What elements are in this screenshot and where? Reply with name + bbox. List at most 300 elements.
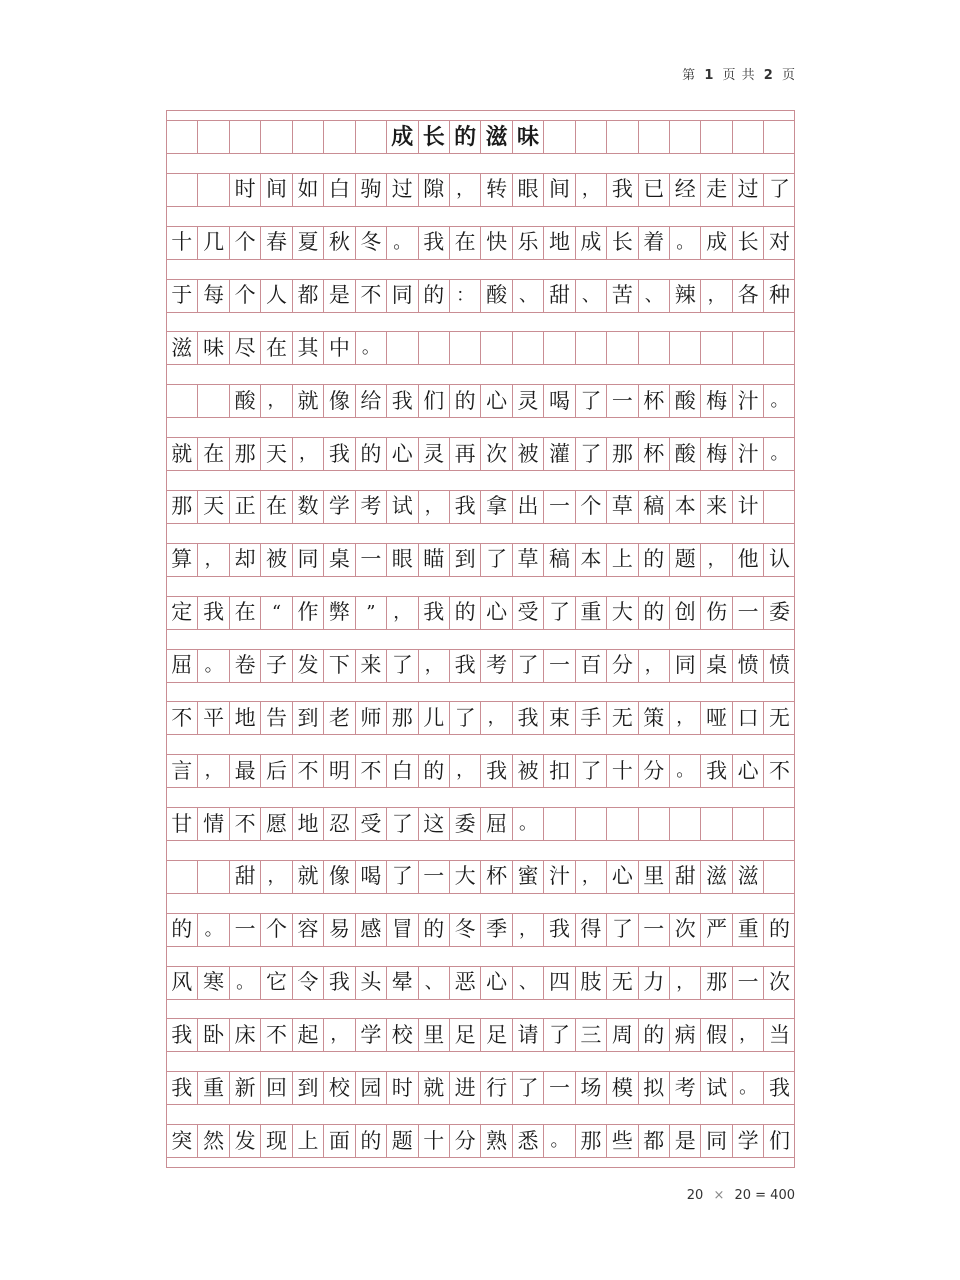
char-cell: 进 (449, 1072, 480, 1104)
char-cell: 尽 (229, 332, 260, 364)
char-cell: 白 (386, 755, 417, 787)
empty-cell (669, 332, 700, 364)
char-cell: 我 (323, 438, 354, 470)
empty-cell (575, 121, 606, 153)
char-cell: 就 (418, 1072, 449, 1104)
char-cell: 哑 (700, 702, 731, 734)
current-page-number: 1 (704, 68, 715, 83)
char-cell: 了 (575, 755, 606, 787)
char-cell: ， (512, 914, 543, 946)
char-cell: 悉 (512, 1125, 543, 1157)
char-cell: 正 (229, 491, 260, 523)
char-cell: 恶 (449, 967, 480, 999)
page-indicator (682, 64, 796, 83)
text-row (166, 860, 795, 894)
char-cell: 不 (171, 705, 193, 730)
char-cell: 十 (606, 755, 637, 787)
char-cell: 心 (606, 861, 637, 893)
char-cell: 春 (260, 227, 291, 259)
char-cell: 被 (260, 544, 291, 576)
empty-cell (575, 808, 606, 840)
char-cell: 中 (323, 332, 354, 364)
char-cell: 下 (323, 650, 354, 682)
char-cell: 稿 (543, 544, 574, 576)
char-cell: 转 (480, 174, 511, 206)
char-cell: 苦 (606, 280, 637, 312)
char-cell: 汁 (732, 385, 763, 417)
char-cell: 作 (292, 597, 323, 629)
char-cell: 季 (480, 914, 511, 946)
char-cell: ， (449, 174, 480, 206)
char-cell: 儿 (418, 702, 449, 734)
empty-cell (543, 808, 574, 840)
char-cell: 次 (669, 914, 700, 946)
char-cell: 试 (386, 491, 417, 523)
char-cell: 种 (763, 280, 794, 312)
char-cell: 一 (543, 1072, 574, 1104)
char-cell: 不 (355, 755, 386, 787)
char-cell: 甜 (669, 861, 700, 893)
empty-cell (763, 491, 794, 523)
grid-size-indicator (687, 1188, 795, 1203)
char-cell: 汁 (732, 438, 763, 470)
grid-columns: 20 (686, 1188, 704, 1203)
char-cell: 我 (543, 914, 574, 946)
char-cell: 些 (606, 1125, 637, 1157)
char-cell: 大 (449, 861, 480, 893)
char-cell: 出 (512, 491, 543, 523)
char-cell: 四 (543, 967, 574, 999)
empty-cell (700, 332, 731, 364)
empty-cell (763, 861, 794, 893)
char-cell: ， (260, 861, 291, 893)
char-cell: 分 (449, 1125, 480, 1157)
empty-cell (418, 332, 449, 364)
char-cell: 白 (323, 174, 354, 206)
char-cell: 请 (512, 1019, 543, 1051)
char-cell: ， (575, 174, 606, 206)
char-cell: 那 (171, 494, 193, 519)
char-cell: 现 (260, 1125, 291, 1157)
char-cell: ， (700, 544, 731, 576)
char-cell: 周 (606, 1019, 637, 1051)
char-cell: 我 (449, 491, 480, 523)
char-cell: 辣 (669, 280, 700, 312)
char-cell: 。 (386, 227, 417, 259)
text-row (166, 754, 795, 788)
char-cell: 创 (669, 597, 700, 629)
char-cell: 那 (229, 438, 260, 470)
char-cell: 到 (449, 544, 480, 576)
char-cell: 我 (700, 755, 731, 787)
char-cell: 三 (575, 1019, 606, 1051)
char-cell: 了 (386, 650, 417, 682)
char-cell: 算 (171, 547, 193, 572)
char-cell: 一 (543, 491, 574, 523)
char-cell: 校 (323, 1072, 354, 1104)
char-cell: 的 (638, 544, 669, 576)
empty-cell (292, 121, 323, 153)
page-middle: 页 共 (722, 68, 756, 83)
char-cell: 来 (700, 491, 731, 523)
char-cell: 百 (575, 650, 606, 682)
char-cell: 、 (638, 280, 669, 312)
char-cell: 成 (700, 227, 731, 259)
char-cell: 眼 (386, 544, 417, 576)
empty-cell (166, 174, 197, 206)
char-cell: 了 (386, 861, 417, 893)
char-cell: ， (638, 650, 669, 682)
char-cell: 策 (638, 702, 669, 734)
char-cell: 时 (386, 1072, 417, 1104)
char-cell: 考 (669, 1072, 700, 1104)
char-cell: 的 (355, 438, 386, 470)
char-cell: 愿 (260, 808, 291, 840)
char-cell: 了 (575, 438, 606, 470)
char-cell: 隙 (418, 174, 449, 206)
char-cell: ， (480, 702, 511, 734)
char-cell: 地 (292, 808, 323, 840)
char-cell: 再 (449, 438, 480, 470)
char-cell: 子 (260, 650, 291, 682)
char-cell: 。 (512, 808, 543, 840)
char-cell: 定 (171, 600, 193, 625)
char-cell: 肢 (575, 967, 606, 999)
char-cell: 草 (512, 544, 543, 576)
empty-cell (575, 332, 606, 364)
char-cell: 个 (229, 280, 260, 312)
char-cell: 的 (638, 597, 669, 629)
char-cell: ， (260, 385, 291, 417)
char-cell: 过 (732, 174, 763, 206)
char-cell: 是 (669, 1125, 700, 1157)
char-cell: 长 (606, 227, 637, 259)
char-cell: 一 (732, 597, 763, 629)
empty-cell (166, 861, 197, 893)
empty-cell (763, 808, 794, 840)
char-cell: 计 (732, 491, 763, 523)
char-cell: 题 (386, 1125, 417, 1157)
char-cell: ， (418, 650, 449, 682)
char-cell: 。 (543, 1125, 574, 1157)
composition-grid-paper (166, 110, 795, 1168)
char-cell: 到 (292, 1072, 323, 1104)
multiply-sign: × (713, 1188, 725, 1203)
char-cell: 师 (355, 702, 386, 734)
empty-cell (732, 808, 763, 840)
char-cell: 力 (638, 967, 669, 999)
char-cell: 时 (229, 174, 260, 206)
char-cell: 老 (323, 702, 354, 734)
char-cell: 滋 (732, 861, 763, 893)
char-cell: 个 (260, 914, 291, 946)
char-cell: 同 (669, 650, 700, 682)
char-cell: 稿 (638, 491, 669, 523)
char-cell: 一 (732, 967, 763, 999)
char-cell: 了 (386, 808, 417, 840)
char-cell: 在 (229, 597, 260, 629)
char-cell: 学 (355, 1019, 386, 1051)
char-cell: 喝 (543, 385, 574, 417)
char-cell: 试 (700, 1072, 731, 1104)
char-cell: 了 (512, 650, 543, 682)
char-cell: 突 (171, 1128, 193, 1153)
char-cell: 的 (171, 917, 193, 942)
char-cell: 眼 (512, 174, 543, 206)
char-cell: 被 (512, 755, 543, 787)
char-cell: 了 (606, 914, 637, 946)
char-cell: 灵 (512, 385, 543, 417)
char-cell: 情 (197, 808, 228, 840)
char-cell: 成 (575, 227, 606, 259)
char-cell: 已 (638, 174, 669, 206)
char-cell: 十 (418, 1125, 449, 1157)
empty-cell (197, 174, 228, 206)
char-cell: 滋 (700, 861, 731, 893)
char-cell: 杯 (638, 385, 669, 417)
char-cell: 间 (543, 174, 574, 206)
title-row (166, 120, 795, 154)
empty-cell (229, 121, 260, 153)
char-cell: 不 (763, 755, 794, 787)
char-cell: 瞄 (418, 544, 449, 576)
char-cell: 它 (260, 967, 291, 999)
char-cell: 熟 (480, 1125, 511, 1157)
char-cell: ， (449, 755, 480, 787)
char-cell: 然 (197, 1125, 228, 1157)
char-cell: 题 (669, 544, 700, 576)
char-cell: 口 (732, 702, 763, 734)
char-cell: 不 (292, 755, 323, 787)
char-cell: 像 (323, 861, 354, 893)
char-cell: 弊 (323, 597, 354, 629)
char-cell: ， (732, 1019, 763, 1051)
char-cell: 我 (418, 597, 449, 629)
char-cell: 头 (355, 967, 386, 999)
char-cell: 无 (606, 702, 637, 734)
empty-cell (732, 121, 763, 153)
char-cell: 里 (638, 861, 669, 893)
char-cell: 滋 (480, 121, 511, 153)
char-cell: 杯 (480, 861, 511, 893)
char-cell: 病 (669, 1019, 700, 1051)
char-cell: 我 (171, 1075, 193, 1100)
char-cell: “ (260, 597, 291, 629)
char-cell: 考 (480, 650, 511, 682)
empty-cell (166, 385, 197, 417)
char-cell: 发 (229, 1125, 260, 1157)
char-cell: 酸 (669, 385, 700, 417)
empty-cell (763, 121, 794, 153)
char-cell: 天 (197, 491, 228, 523)
text-row (166, 596, 795, 630)
char-cell: ， (575, 861, 606, 893)
empty-cell (480, 332, 511, 364)
char-cell: 于 (171, 283, 193, 308)
char-cell: 如 (292, 174, 323, 206)
char-cell: 认 (763, 544, 794, 576)
char-cell: ， (700, 280, 731, 312)
char-cell: 长 (418, 121, 449, 153)
char-cell: 一 (606, 385, 637, 417)
char-cell: ， (418, 491, 449, 523)
char-cell: 桌 (700, 650, 731, 682)
char-cell: 风 (171, 970, 193, 995)
char-cell: 假 (700, 1019, 731, 1051)
char-cell: 分 (606, 650, 637, 682)
char-cell: 足 (480, 1019, 511, 1051)
char-cell: 一 (638, 914, 669, 946)
empty-cell (669, 808, 700, 840)
char-cell: 了 (763, 174, 794, 206)
char-cell: 的 (449, 597, 480, 629)
empty-cell (386, 332, 417, 364)
char-cell: 。 (197, 914, 228, 946)
char-cell: 令 (292, 967, 323, 999)
char-cell: 回 (260, 1072, 291, 1104)
char-cell: 。 (763, 385, 794, 417)
char-cell: 。 (355, 332, 386, 364)
char-cell: 快 (480, 227, 511, 259)
char-cell: 后 (260, 755, 291, 787)
char-cell: 甜 (543, 280, 574, 312)
char-cell: 秋 (323, 227, 354, 259)
char-cell: 那 (575, 1125, 606, 1157)
char-cell: 冬 (355, 227, 386, 259)
char-cell: 走 (700, 174, 731, 206)
char-cell: 同 (386, 280, 417, 312)
char-cell: 却 (229, 544, 260, 576)
char-cell: 上 (292, 1125, 323, 1157)
char-cell: 灵 (418, 438, 449, 470)
char-cell: ， (292, 438, 323, 470)
char-cell: 一 (355, 544, 386, 576)
char-cell: 夏 (292, 227, 323, 259)
char-cell: 的 (418, 280, 449, 312)
empty-cell (260, 121, 291, 153)
char-cell: 委 (763, 597, 794, 629)
char-cell: ” (355, 597, 386, 629)
char-cell: 的 (449, 121, 480, 153)
text-row (166, 807, 795, 841)
char-cell: 容 (292, 914, 323, 946)
page-prefix: 第 (682, 68, 697, 83)
empty-cell (449, 332, 480, 364)
text-row (166, 966, 795, 1000)
char-cell: 言 (171, 758, 193, 783)
empty-cell (606, 121, 637, 153)
char-cell: 梅 (700, 438, 731, 470)
total-pages-number: 2 (763, 68, 774, 83)
char-cell: 、 (512, 280, 543, 312)
text-row (166, 384, 795, 418)
char-cell: 我 (512, 702, 543, 734)
char-cell: 次 (480, 438, 511, 470)
char-cell: 。 (669, 227, 700, 259)
char-cell: 们 (763, 1125, 794, 1157)
char-cell: 学 (732, 1125, 763, 1157)
char-cell: 来 (355, 650, 386, 682)
char-cell: 不 (260, 1019, 291, 1051)
char-cell: 了 (449, 702, 480, 734)
char-cell: 灌 (543, 438, 574, 470)
char-cell: 的 (638, 1019, 669, 1051)
text-row (166, 649, 795, 683)
char-cell: 地 (229, 702, 260, 734)
empty-cell (638, 332, 669, 364)
char-cell: 在 (260, 332, 291, 364)
char-cell: 冬 (449, 914, 480, 946)
char-cell: ， (386, 597, 417, 629)
char-cell: 屈 (171, 653, 193, 677)
char-cell: 不 (229, 808, 260, 840)
char-cell: 寒 (197, 967, 228, 999)
char-cell: 易 (323, 914, 354, 946)
char-cell: 本 (575, 544, 606, 576)
char-cell: 重 (732, 914, 763, 946)
char-cell: 卷 (229, 650, 260, 682)
char-cell: 在 (260, 491, 291, 523)
char-cell: 严 (700, 914, 731, 946)
char-cell: 心 (480, 597, 511, 629)
char-cell: 我 (197, 597, 228, 629)
char-cell: 就 (292, 861, 323, 893)
char-cell: 我 (606, 174, 637, 206)
char-cell: 不 (355, 280, 386, 312)
char-cell: 在 (197, 438, 228, 470)
empty-cell (638, 808, 669, 840)
char-cell: 在 (449, 227, 480, 259)
char-cell: 滋 (171, 335, 193, 360)
char-cell: ， (197, 755, 228, 787)
char-cell: 酸 (229, 385, 260, 417)
char-cell: 人 (260, 280, 291, 312)
char-cell: 愤 (732, 650, 763, 682)
char-cell: 了 (543, 597, 574, 629)
char-cell: 手 (575, 702, 606, 734)
char-cell: 分 (638, 755, 669, 787)
char-cell: 心 (480, 967, 511, 999)
char-cell: 我 (171, 1022, 193, 1047)
text-row (166, 226, 795, 260)
empty-cell (638, 121, 669, 153)
char-cell: 着 (638, 227, 669, 259)
char-cell: 得 (575, 914, 606, 946)
char-cell: 忍 (323, 808, 354, 840)
char-cell: 被 (512, 438, 543, 470)
char-cell: 到 (292, 702, 323, 734)
char-cell: 。 (732, 1072, 763, 1104)
char-cell: 一 (418, 861, 449, 893)
text-row (166, 543, 795, 577)
char-cell: 的 (763, 914, 794, 946)
char-cell: 草 (606, 491, 637, 523)
char-cell: 酸 (669, 438, 700, 470)
text-row (166, 173, 795, 207)
empty-cell (543, 332, 574, 364)
empty-cell (197, 861, 228, 893)
char-cell: 。 (229, 967, 260, 999)
char-cell: 束 (543, 702, 574, 734)
char-cell: 同 (292, 544, 323, 576)
char-cell: 个 (575, 491, 606, 523)
empty-cell (763, 332, 794, 364)
char-cell: 无 (606, 967, 637, 999)
text-row (166, 1071, 795, 1105)
char-cell: 汁 (543, 861, 574, 893)
char-cell: ： (449, 280, 480, 312)
char-cell: 乐 (512, 227, 543, 259)
